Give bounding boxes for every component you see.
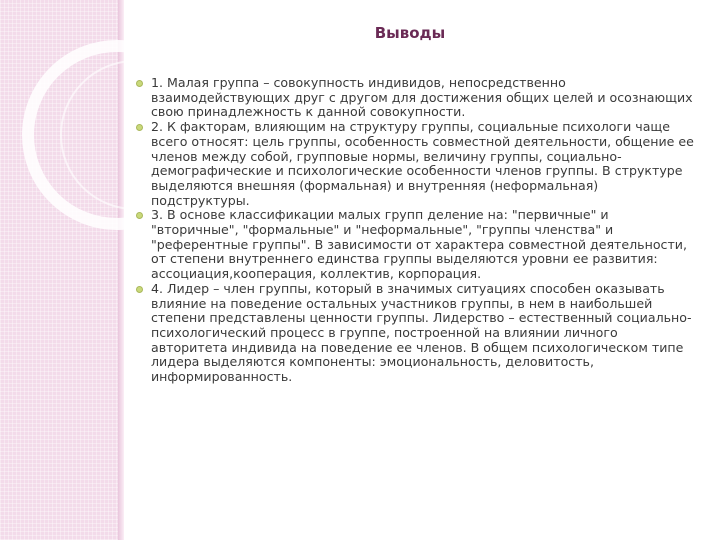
list-item-text: 3. В основе классификации малых групп деление на: "первичные" и "вторичные", "формальные" и "неформальные", "группы членства" и "референтные группы". В зависимости от характера совместной деятельности, от степени внутреннего единства группы выделяются уровни ее развития: ассоциация,кооперация, коллектив, корпорация. [151, 207, 687, 282]
bullet-list [136, 76, 696, 385]
list-item [136, 76, 696, 120]
list-item [136, 282, 696, 385]
bullet-dot-icon [136, 124, 143, 131]
list-item [136, 208, 696, 282]
bullet-dot-icon [136, 286, 143, 293]
bullet-dot-icon [136, 212, 143, 219]
bullet-dot-icon [136, 80, 143, 87]
list-item-text: 1. Малая группа – совокупность индивидов, непосредственно взаимодействующих друг с другом для достижения общих целей и осознающих свою принадлежность к данной совокупности. [151, 75, 693, 120]
slide-title: Выводы [374, 24, 446, 42]
list-item-text: 4. Лидер – член группы, который в значимых ситуациях способен оказывать влияние на поведение остальных участников группы, в нем в наибольшей степени представлены ценности группы. Лидерство – естественный социально-психологический процесс в группе, построенной на влиянии личного авторитета индивида на поведение ее членов. В общем психологическом типе лидера выделяются компоненты: эмоциональность, деловитость, информированность. [151, 280, 692, 385]
list-item-text: 2. К факторам, влияющим на структуру группы, социальные психологи чаще всего относят: цель группы, особенность совместной деятельности, общение ее членов между собой, групповые нормы, величину группы, социально-демографические и психологические особенности членов группы. В структуре выделяются внешняя (формальная) и внутренняя (неформальная) подструктуры. [151, 119, 694, 208]
list-item [136, 120, 696, 208]
